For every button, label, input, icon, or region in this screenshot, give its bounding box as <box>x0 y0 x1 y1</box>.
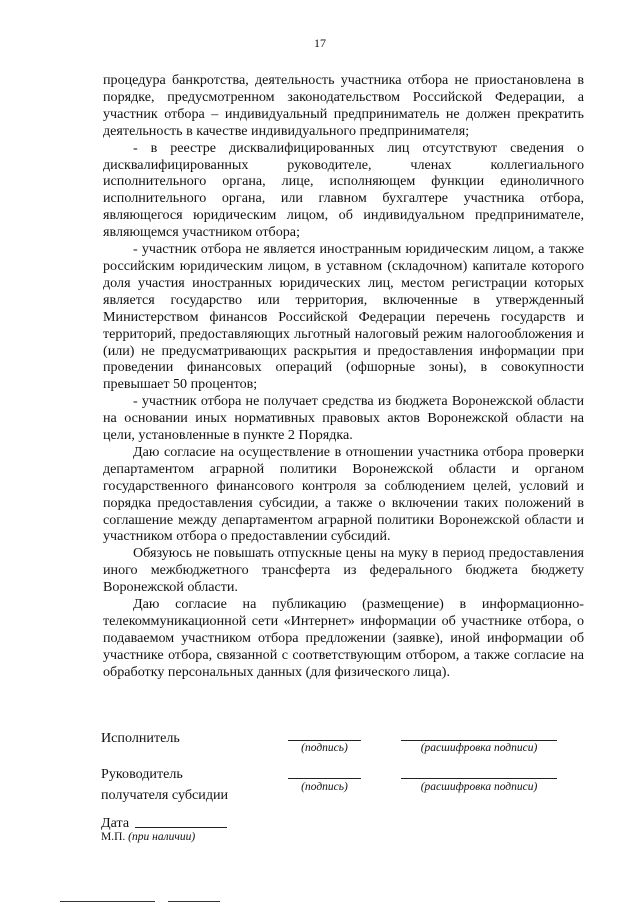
paragraph-disqualified-persons: - в реестре дисквалифицированных лиц отсутствуют сведения о дисквалифицированных руководителе, членах коллегиального исполнительного органа, лице, исполняющем функции единоличного исполнительного органа, или главном бухгалтере участника отбора, являющегося юридическим лицом, об индивидуальном предпринимателе, являющемся участником отбора; <box>103 139 584 241</box>
head-signature-line <box>288 778 361 779</box>
page-number: 17 <box>314 36 326 50</box>
footer-rule-left <box>60 901 155 902</box>
paragraph-publication-consent: Даю согласие на публикацию (размещение) в информационно-телекоммуникационной сети «Интернет» информации об участнике отбора, о подаваемом участником отбора предложении (заявке), иной информации об участнике отбора, связанной с соответствующим отбором, а также согласие на обработку персональных данных (для физического лица). <box>103 596 584 680</box>
document-body <box>103 72 584 681</box>
paragraph-foreign-entity: - участник отбора не является иностранным юридическим лицом, а также российским юридическим лицом, в уставном (складочном) капитале которого доля участия иностранных юридических лиц, местом регистрации которых является государство или территория, включенные в утвержденный Министерством финансов Российской Федерации перечень государств и территорий, предоставляющих льготный налоговый режим налогообложения и (или) не предусматривающих раскрытия и предоставления информации при проведении финансовых операций (офшорные зоны), в совокупности превышает 50 процентов; <box>103 241 584 393</box>
paragraph-bankruptcy-continuation: процедура банкротства, деятельность участника отбора не приостановлена в порядке, предусмотренном законодательством Российской Федерации, а участник отбора – индивидуальный предприниматель не должен прекратить деятельность в качестве индивидуального предпринимателя; <box>103 72 584 139</box>
executor-signature-caption: (подпись) <box>301 742 348 754</box>
executor-signature-line <box>288 740 361 741</box>
paragraph-price-commitment: Обязуюсь не повышать отпускные цены на муку в период предоставления иного межбюджетного трансферта из федерального бюджета бюджету Воронежской области. <box>103 545 584 596</box>
head-transcript-line <box>401 778 557 779</box>
footer-rule-right <box>168 901 220 902</box>
paragraph-regional-budget: - участник отбора не получает средства из бюджета Воронежской области на основании иных нормативных правовых актов Воронежской области на цели, установленные в пункте 2 Порядка. <box>103 393 584 444</box>
head-transcript-caption: (расшифровка подписи) <box>420 781 538 793</box>
stamp-label: М.П. <box>101 831 126 843</box>
date-line <box>135 827 227 828</box>
head-label-line2: получателя субсидии <box>101 787 229 803</box>
stamp-row <box>101 831 195 843</box>
head-signature-caption: (подпись) <box>301 781 348 793</box>
stamp-note: (при наличии) <box>128 831 196 843</box>
executor-transcript-caption: (расшифровка подписи) <box>420 742 538 754</box>
date-label: Дата <box>101 815 130 831</box>
executor-transcript-line <box>401 740 557 741</box>
head-label-line1: Руководитель <box>101 766 183 782</box>
paragraph-audit-consent: Даю согласие на осуществление в отношении участника отбора проверки департаментом аграрной политики Воронежской области и органом государственного финансового контроля за соблюдением целей, условий и порядка предоставления субсидии, а также о включении таких положений в соглашение между департаментом аграрной политики Воронежской области и участником отбора о предоставлении субсидий. <box>103 443 584 545</box>
executor-label: Исполнитель <box>101 730 180 746</box>
